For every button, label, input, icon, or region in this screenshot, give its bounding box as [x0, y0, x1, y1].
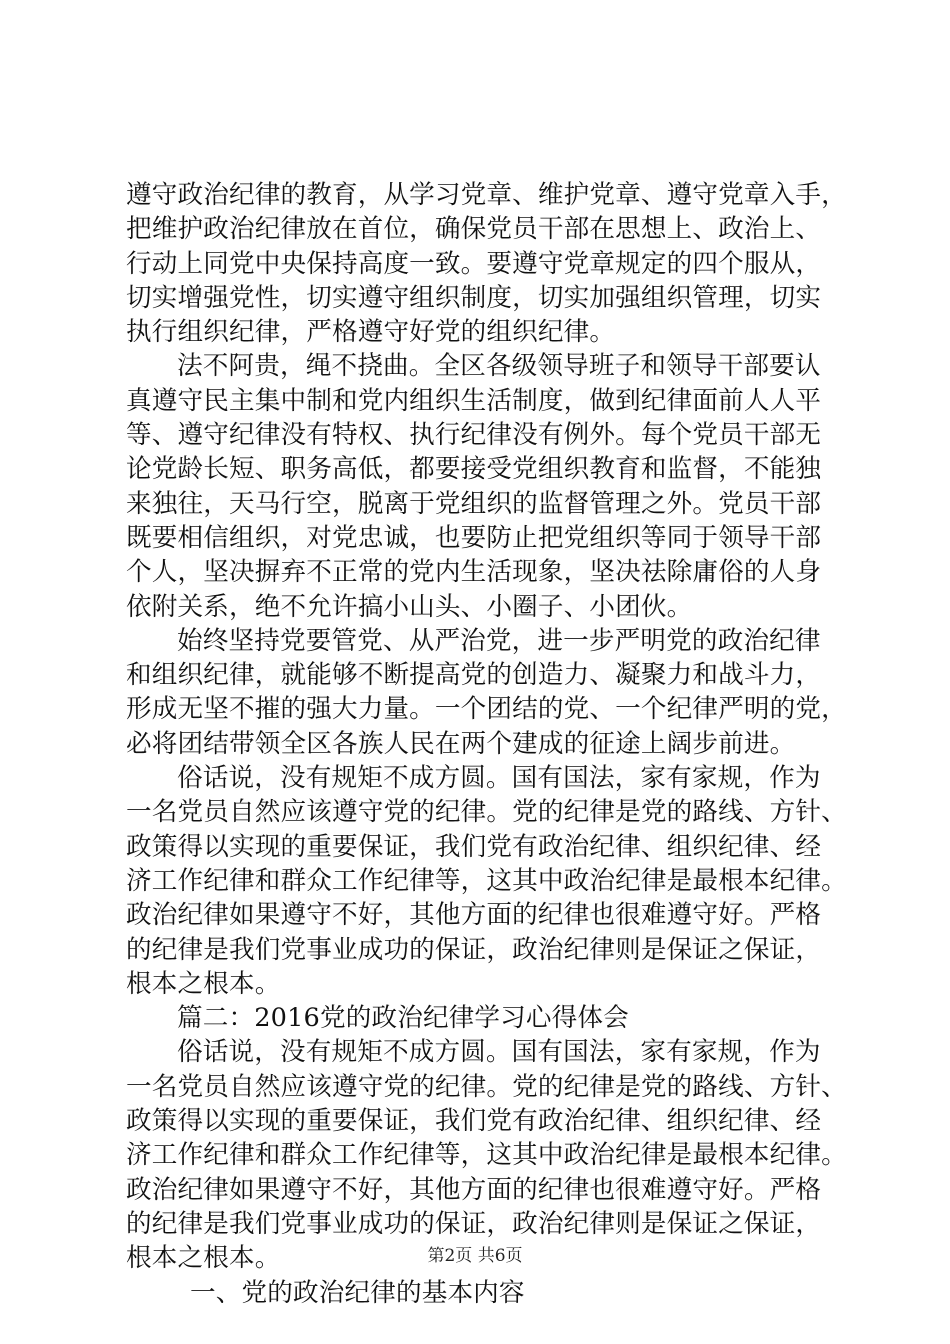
text-line: 政治纪律如果遵守不好，其他方面的纪律也很难遵守好。严格 [126, 900, 822, 931]
text-line: 始终坚持党要管党、从严治党，进一步严明党的政治纪律 [177, 625, 821, 656]
text-line: 一名党员自然应该遵守党的纪律。党的纪律是党的路线、方针、 [126, 1071, 847, 1102]
text-line: 政治纪律如果遵守不好，其他方面的纪律也很难遵守好。严格 [126, 1174, 822, 1205]
text-line: 既要相信组织，对党忠诚，也要防止把党组织等同于领导干部 [126, 522, 822, 553]
text-line: 遵守政治纪律的教育，从学习党章、维护党章、遵守党章入手， [126, 180, 847, 210]
text-line: 法不阿贵，绳不挠曲。全区各级领导班子和领导干部要认 [177, 351, 821, 382]
text-line: 必将团结带领全区各族人民在两个建成的征途上阔步前进。 [126, 728, 796, 759]
text-line: 论党龄长短、职务高低，都要接受党组织教育和监督，不能独 [126, 454, 822, 485]
text-line: 等、遵守纪律没有特权、执行纪律没有例外。每个党员干部无 [126, 420, 822, 451]
text-line: 切实增强党性，切实遵守组织制度，切实加强组织管理，切实 [126, 282, 822, 313]
text-line: 的纪律是我们党事业成功的保证，政治纪律则是保证之保证， [126, 934, 822, 965]
text-line: 济工作纪律和群众工作纪律等，这其中政治纪律是最根本纪律。 [126, 865, 847, 896]
text-line: 政策得以实现的重要保证，我们党有政治纪律、组织纪律、经 [126, 831, 822, 862]
page-footer: 第2页 共6页 [427, 1246, 523, 1266]
text-line: 俗话说，没有规矩不成方圆。国有国法，家有家规，作为 [177, 763, 821, 794]
text-line: 一、党的政治纪律的基本内容 [190, 1277, 525, 1308]
text-line: 真遵守民主集中制和党内组织生活制度，做到纪律面前人人平 [126, 385, 822, 416]
text-line: 执行组织纪律，严格遵守好党的组织纪律。 [126, 317, 616, 348]
text-line: 的纪律是我们党事业成功的保证，政治纪律则是保证之保证， [126, 1208, 822, 1239]
text-line: 形成无坚不摧的强大力量。一个团结的党、一个纪律严明的党， [126, 694, 847, 725]
text-line: 一名党员自然应该遵守党的纪律。党的纪律是党的路线、方针、 [126, 797, 847, 828]
document-body [126, 178, 847, 1310]
text-line: 把维护政治纪律放在首位，确保党员干部在思想上、政治上、 [126, 214, 822, 245]
text-line: 依附关系，绝不允许搞小山头、小圈子、小团伙。 [126, 591, 693, 622]
text-line: 根本之根本。 [126, 968, 281, 999]
text-line: 个人，坚决摒弃不正常的党内生活现象，坚决祛除庸俗的人身 [126, 557, 822, 588]
text-line: 政策得以实现的重要保证，我们党有政治纪律、组织纪律、经 [126, 1106, 822, 1137]
text-line: 来独往，天马行空，脱离于党组织的监督管理之外。党员干部 [126, 488, 822, 519]
text-line: 和组织纪律，就能够不断提高党的创造力、凝聚力和战斗力， [126, 660, 822, 691]
text-line: 俗话说，没有规矩不成方圆。国有国法，家有家规，作为 [177, 1037, 821, 1068]
text-line: 篇二：2016党的政治纪律学习心得体会 [177, 1003, 629, 1034]
text-line: 根本之根本。 [126, 1243, 281, 1274]
text-line: 济工作纪律和群众工作纪律等，这其中政治纪律是最根本纪律。 [126, 1140, 847, 1171]
text-line: 行动上同党中央保持高度一致。要遵守党章规定的四个服从， [126, 248, 822, 279]
